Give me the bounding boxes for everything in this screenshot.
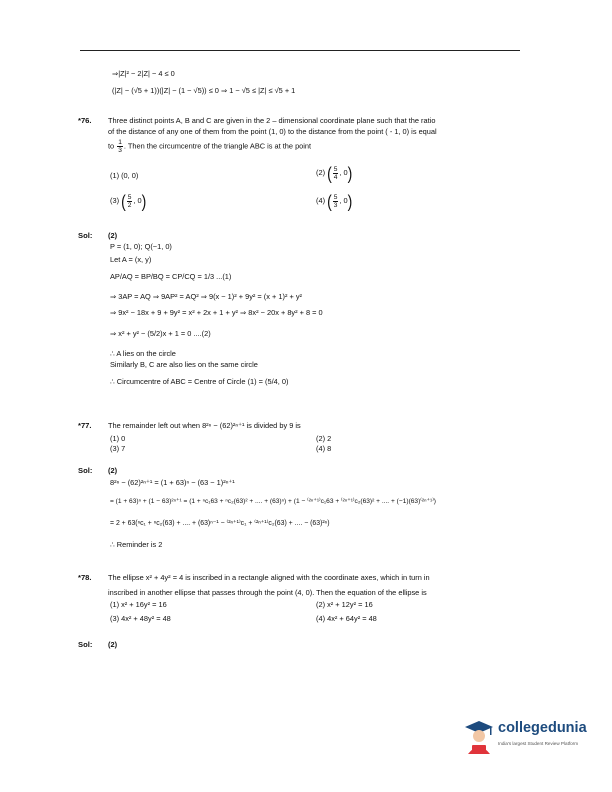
q76-sol-line: ⇒ 9x² − 18x + 9 + 9y² = x² + 2x + 1 + y² ⇒ 8x² − 20x + 8y² + 8 = 0 xyxy=(110,308,323,317)
q77-option-1: (1) 0 xyxy=(110,434,126,443)
q76-solution-label: Sol: xyxy=(78,231,93,240)
continuation-line-1: ⇒|Z|² − 2|Z| − 4 ≤ 0 xyxy=(112,69,175,78)
q76-option-4-label: (4) xyxy=(316,195,326,205)
q76-option-4: (4) ( $\frac{5}{3}$ , 0) xyxy=(316,191,353,211)
q76-answer: (2) xyxy=(108,231,118,240)
q78-option-4: (4) 4x² + 64y² = 48 xyxy=(316,614,377,623)
question-76-number: *76. xyxy=(78,116,92,125)
fraction-one-third xyxy=(117,139,123,154)
brand-tagline: India's largest Student Review Platform xyxy=(498,741,579,746)
q77-sol-line: 8²ⁿ − (62)²ⁿ⁺¹ = (1 + 63)ⁿ − (63 − 1)²ⁿ⁺¹ xyxy=(110,478,235,487)
q78-answer: (2) xyxy=(108,640,118,649)
q76-sol-line: Similarly B, C are also lies on the same circle xyxy=(110,360,258,369)
q77-sol-line: = 2 + 63(ⁿc₁ + ⁿc₂(63) + .... + (63)ⁿ⁻¹ − ⁽²ⁿ⁺¹⁾c₁ + ⁽²ⁿ⁺¹⁾c₂(63) + .... − (63)²ⁿ) xyxy=(110,520,330,527)
fraction-denominator: 3 xyxy=(118,147,122,155)
question-76-line-2: of the distance of any one of them from the point (1, 0) to the distance from the point ( - 1, 0) is equal xyxy=(108,126,437,136)
q76-option-3-den: 2 xyxy=(127,201,132,209)
q76-sol-line: ⇒ 3AP = AQ ⇒ 9AP² = AQ² ⇒ 9(x − 1)² + 9y² = (x + 1)² + y² xyxy=(110,292,302,301)
q76-sol-line: ⇒ x² + y² − (5/2)x + 1 = 0 ....(2) xyxy=(110,329,211,338)
q78-solution-label: Sol: xyxy=(78,640,93,649)
continuation-line-2: (|Z| − (√5 + 1))(|Z| − (1 − √5)) ≤ 0 ⇒ 1 − √5 ≤ |Z| ≤ √5 + 1 xyxy=(112,86,296,95)
q76-option-4-num: 5 xyxy=(333,193,338,201)
q76-option-2: (2) ( $\frac{5}{4}$ , 0) xyxy=(316,163,353,183)
q76-sol-line: Let A = (x, y) xyxy=(110,255,152,264)
q78-option-1: (1) x² + 16y² = 16 xyxy=(110,600,167,609)
q76-option-2-den: 4 xyxy=(333,173,338,181)
question-78-number: *78. xyxy=(78,573,92,582)
q76-option-3-num: 5 xyxy=(127,193,132,201)
q76-option-4-frac xyxy=(333,194,339,209)
q76-option-3: (3) ( $\frac{5}{2}$ , 0) xyxy=(110,191,147,211)
collegedunia-logo xyxy=(458,718,608,758)
graduate-mascot-icon xyxy=(462,718,496,754)
q76-option-3-tail: , 0 xyxy=(133,195,142,205)
q76-option-2-frac xyxy=(333,166,339,181)
q76-option-3-label: (3) xyxy=(110,195,120,205)
q76-option-1: (1) (0, 0) xyxy=(110,171,139,180)
header-rule xyxy=(80,50,520,51)
q78-option-3: (3) 4x² + 48y² = 48 xyxy=(110,614,171,623)
question-77-number: *77. xyxy=(78,421,92,430)
question-76-text xyxy=(108,116,538,154)
fraction-numerator: 1 xyxy=(118,139,122,147)
question-77-text: The remainder left out when 8²ⁿ − (62)²ⁿ⁺¹ is divided by 9 is xyxy=(108,421,301,430)
q77-sol-line: = (1 + 63)ⁿ + (1 − 63)²ⁿ⁺¹ = (1 + ⁿc₁63 + ⁿc₂(63)² + .... + (63)ⁿ) + (1 − ⁽²ⁿ⁺¹⁾c₁63 + ⁽²ⁿ⁺¹⁾c₂(63)² + .... + (−1)(63)⁽²ⁿ⁺¹⁾) xyxy=(110,498,437,505)
q77-solution-label: Sol: xyxy=(78,466,93,475)
question-76-line-1: Three distinct points A, B and C are given in the 2 – dimensional coordinate plane such that the ratio xyxy=(108,116,436,125)
q77-option-4: (4) 8 xyxy=(316,444,332,453)
question-76-line-3-post: . Then the circumcentre of the triangle ABC is at the point xyxy=(123,141,312,151)
question-76-line-3 xyxy=(108,139,538,154)
q76-sol-line: ∴ A lies on the circle xyxy=(110,349,176,358)
q76-option-2-tail: , 0 xyxy=(339,167,348,177)
q76-sol-line: AP/AQ = BP/BQ = CP/CQ = 1/3 ...(1) xyxy=(110,272,232,281)
q76-option-4-den: 3 xyxy=(333,201,338,209)
q76-sol-line: P = (1, 0); Q(−1, 0) xyxy=(110,242,172,251)
q76-option-3-frac xyxy=(127,194,133,209)
question-78-line-1: The ellipse x² + 4y² = 4 is inscribed in a rectangle aligned with the coordinate axes, which in turn in xyxy=(108,573,430,582)
q77-option-2: (2) 2 xyxy=(316,434,332,443)
brand-name: collegedunia xyxy=(498,720,587,736)
q77-sol-line: ∴ Reminder is 2 xyxy=(110,540,163,549)
question-78-line-2: inscribed in another ellipse that passes through the point (4, 0). Then the equation of the ellipse is xyxy=(108,587,427,597)
q76-sol-line: ∴ Circumcentre of ABC = Centre of Circle (1) = (5/4, 0) xyxy=(110,377,289,386)
question-76-line-3-pre: to xyxy=(108,141,115,151)
q76-option-4-tail: , 0 xyxy=(339,195,348,205)
q77-answer: (2) xyxy=(108,466,118,475)
q78-option-2: (2) x² + 12y² = 16 xyxy=(316,600,373,609)
q76-option-2-num: 5 xyxy=(333,165,338,173)
q76-option-2-label: (2) xyxy=(316,167,326,177)
q77-option-3: (3) 7 xyxy=(110,444,126,453)
question-78-text xyxy=(108,573,538,598)
